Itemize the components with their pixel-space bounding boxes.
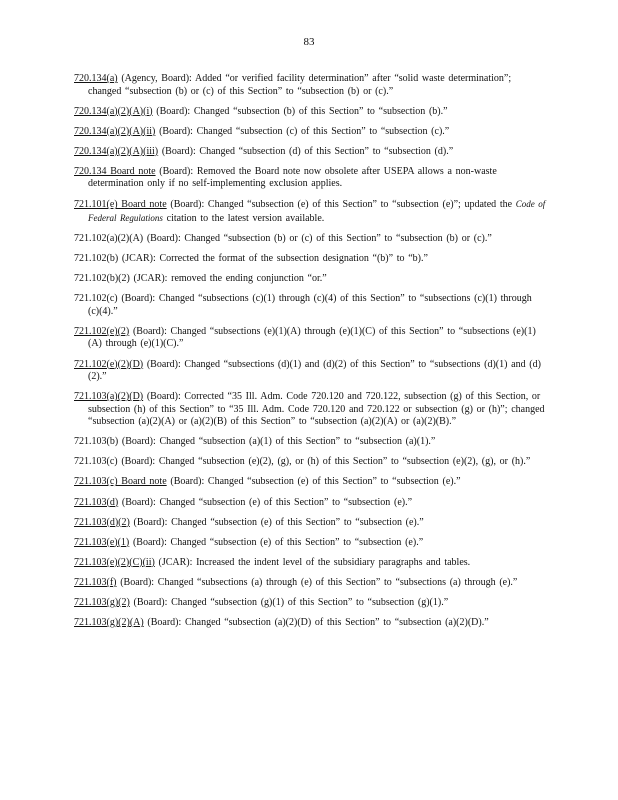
change-description: (Board): Changed “subsection (c) of this Section” to “subsection (c).” — [159, 125, 450, 137]
citation-title: Code of Federal Regulations — [88, 199, 546, 223]
section-reference: 721.102(e)(2) — [74, 325, 130, 337]
change-description: (Board): Changed “subsection (e) of this Section” to “subsection (e).” — [133, 516, 424, 528]
change-description: (JCAR): Corrected the format of the subsection designation “(b)” to “b).” — [121, 253, 428, 265]
amendment-entry — [74, 436, 546, 449]
section-reference: 721.103(g)(2)(A) — [74, 617, 144, 629]
change-description: (Board): Changed “subsections (c)(1) through (c)(4) of this Section” to “subsections (c)(1) through (c)(4).” — [88, 293, 532, 317]
amendment-entry — [74, 557, 546, 570]
change-description: (Board): Changed “subsection (g)(1) of this Section” to “subsection (g)(1).” — [133, 596, 449, 608]
change-description: citation to the latest version available. — [162, 212, 325, 224]
change-description: (Board): Changed “subsection (e) of this Section” to “subsection (e).” — [132, 536, 424, 548]
amendment-entry — [74, 517, 546, 530]
section-reference: 721.102(a)(2)(A) — [74, 233, 144, 245]
amendment-list — [74, 73, 546, 637]
amendment-entry — [74, 293, 546, 318]
amendment-entry — [74, 273, 546, 286]
section-reference: 721.102(e)(2)(D) — [74, 358, 144, 370]
amendment-entry — [74, 326, 546, 351]
change-description: (Board): Changed “subsection (e) of this Section” to “subsection (e).” — [121, 496, 413, 508]
amendment-entry — [74, 391, 546, 429]
change-description: (Board): Changed “subsections (e)(1)(A) through (e)(1)(C) of this Section” to “subsections (e)(1)(A) through (e)(1)(C).” — [88, 325, 536, 350]
section-reference: 720.134(a) — [74, 73, 118, 84]
change-description: (Board): Changed “subsection (d) of this Section” to “subsection (d).” — [161, 145, 454, 157]
change-description: (JCAR): removed the ending conjunction “or.” — [133, 273, 327, 285]
amendment-entry — [74, 476, 546, 489]
change-description: (Board): Changed “subsections (d)(1) and (d)(2) of this Section” to “subsections (d)(1) and (d)(2).” — [88, 358, 541, 383]
change-description: (Board): Changed “subsection (b) or (c) of this Section” to “subsection (b) or (c).” — [146, 233, 492, 245]
change-description: (Agency, Board): Added “or verified facility determination” after “solid waste determination”; changed “subsection (b) or (c) of this Section” to “subsection (b) or (c).” — [88, 73, 512, 97]
section-reference: 721.103(c) Board note — [74, 476, 167, 488]
section-reference: 721.103(f) — [74, 576, 117, 588]
section-reference: 721.102(c) — [74, 293, 118, 305]
section-reference: 721.103(a)(2)(D) — [74, 391, 144, 403]
section-reference: 721.103(c) — [74, 456, 118, 468]
amendment-entry — [74, 73, 546, 98]
change-description: (Board): Changed “subsection (a)(1) of this Section” to “subsection (a)(1).” — [121, 436, 436, 448]
section-reference: 721.103(e)(2)(C)(ii) — [74, 556, 155, 568]
section-reference: 721.103(e)(1) — [74, 536, 130, 548]
section-reference: 720.134 Board note — [74, 165, 156, 177]
section-reference: 721.102(b)(2) — [74, 273, 130, 285]
amendment-entry — [74, 359, 546, 384]
amendment-entry — [74, 456, 546, 469]
section-reference: 720.134(a)(2)(A)(iii) — [74, 145, 159, 157]
amendment-entry — [74, 233, 546, 246]
amendment-entry — [74, 577, 546, 590]
page-number: 83 — [303, 36, 315, 48]
change-description: (Board): Corrected “35 Ill. Adm. Code 720.120 and 720.122, subsection (g) of this Section, or subsection (h) of this Section” to “35 Ill. Adm. Code 720.120 and 720.122 or subsection (g) or (h)”; changed “subsection (a)(2)(A) or (a)(2)(B) of this Section” to “subsection (a)(2)(A) or (a)(2)(B).” — [88, 391, 545, 428]
change-description: (Board): Changed “subsection (a)(2)(D) of this Section” to “subsection (a)(2)(D).” — [147, 617, 489, 629]
section-reference: 720.134(a)(2)(A)(ii) — [74, 125, 156, 137]
amendment-entry — [74, 537, 546, 550]
amendment-entry — [74, 617, 546, 630]
section-reference: 721.102(b) — [74, 253, 119, 265]
section-reference: 721.103(g)(2) — [74, 596, 130, 608]
section-reference: 721.103(d)(2) — [74, 516, 130, 528]
amendment-entry — [74, 166, 546, 191]
change-description: (Board): Removed the Board note now obsolete after USEPA allows a non-waste determination only if no self-implementing exclusion applies. — [88, 165, 497, 190]
amendment-entry — [74, 198, 546, 225]
amendment-entry — [74, 106, 546, 119]
amendment-entry — [74, 146, 546, 159]
section-reference: 721.101(e) Board note — [74, 199, 167, 211]
change-description: (Board): Changed “subsection (e)(2), (g), or (h) of this Section” to “subsection (e)(2), (g), or (h).” — [121, 456, 531, 468]
amendment-entry — [74, 497, 546, 510]
amendment-entry — [74, 126, 546, 139]
change-description: (Board): Changed “subsection (e) of this Section” to “subsection (e)”; updated the — [170, 199, 516, 211]
change-description: (Board): Changed “subsection (b) of this Section” to “subsection (b).” — [156, 105, 448, 117]
section-reference: 721.103(d) — [74, 496, 119, 508]
change-description: (Board): Changed “subsection (e) of this Section” to “subsection (e).” — [170, 476, 461, 488]
section-reference: 720.134(a)(2)(A)(i) — [74, 105, 153, 117]
amendment-entry — [74, 253, 546, 266]
section-reference: 721.103(b) — [74, 436, 119, 448]
change-description: (Board): Changed “subsections (a) through (e) of this Section” to “subsections (a) through (e).” — [120, 576, 518, 588]
change-description: (JCAR): Increased the indent level of the subsidiary paragraphs and tables. — [158, 556, 471, 568]
amendment-entry — [74, 597, 546, 610]
